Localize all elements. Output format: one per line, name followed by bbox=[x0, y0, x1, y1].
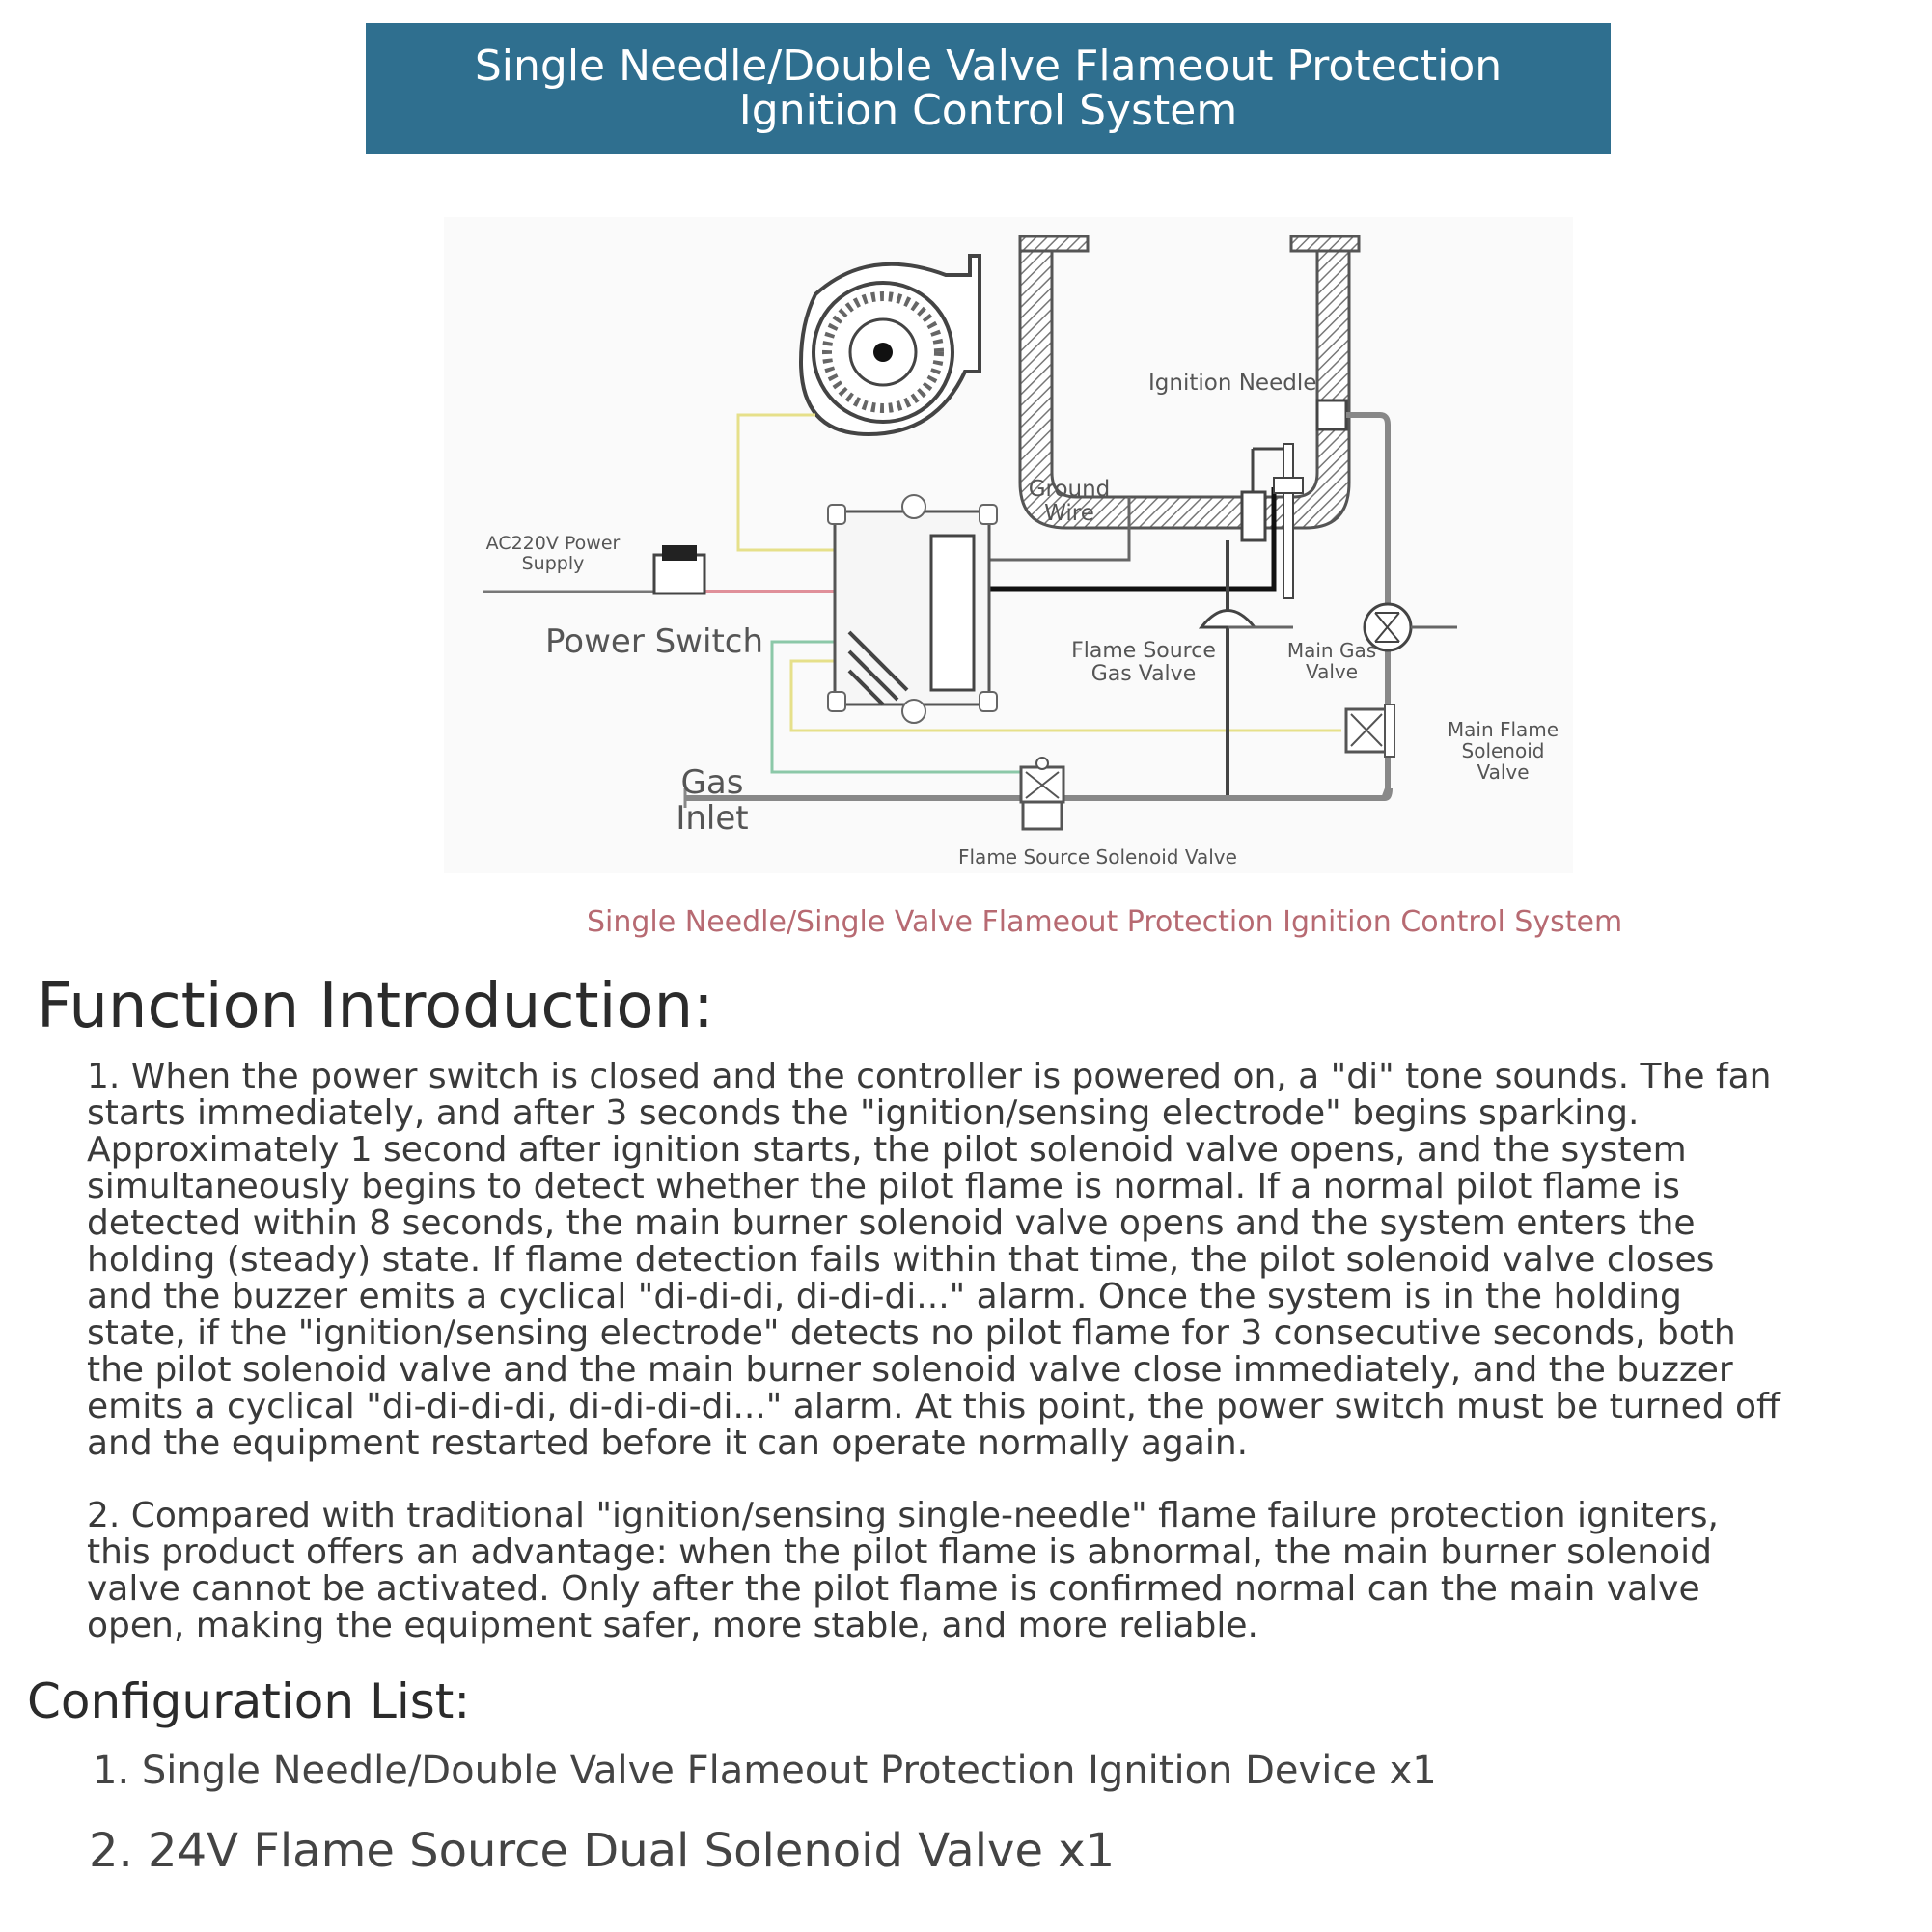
flame-source-solenoid-valve-icon bbox=[1021, 758, 1063, 829]
title-banner bbox=[366, 23, 1611, 154]
diagram-caption: Single Needle/Single Valve Flameout Protection Ignition Control System bbox=[587, 905, 1623, 939]
label-main-gas-valve: Main Gas Valve bbox=[1286, 639, 1377, 683]
label-ac-power-supply: AC220V Power Supply bbox=[485, 533, 621, 574]
system-diagram bbox=[444, 217, 1573, 873]
label-flame-source-solenoid-valve: Flame Source Solenoid Valve bbox=[958, 845, 1237, 869]
label-ignition-needle: Ignition Needle bbox=[1148, 371, 1317, 396]
label-power-switch: Power Switch bbox=[545, 622, 764, 661]
label-gas-inlet: Gas Inlet bbox=[676, 763, 749, 839]
function-paragraph-2: 2. Compared with traditional "ignition/sensing single-needle" flame failure protection igniters, this product offers an advantage: when the pilot flame is abnormal, the main burner solenoid valve cannot be activated. Only after the pilot flame is confirmed normal can the main valve open, making the equipment safer, more stable, and more reliable. bbox=[87, 1496, 1719, 1645]
configuration-item-2: 2. 24V Flame Source Dual Solenoid Valve x1 bbox=[89, 1824, 1116, 1878]
configuration-item-1: 1. Single Needle/Double Valve Flameout Protection Ignition Device x1 bbox=[93, 1749, 1437, 1793]
main-flame-solenoid-valve-icon bbox=[1346, 704, 1394, 757]
label-ground-wire: Ground Wire bbox=[1028, 477, 1111, 527]
function-paragraph-1: 1. When the power switch is closed and the controller is powered on, a "di" tone sounds. The fan starts immediately, and after 3 seconds the "ignition/sensing electrode" begins sparking. Approximately 1 second after ignition starts, the pilot solenoid valve opens, and the system simultaneously begins to detect whether the pilot flame is normal. If a normal pilot flame is detected within 8 seconds, the main burner solenoid valve opens and the system enters the holding (steady) state. If flame detection fails within that time, the pilot solenoid valve closes and the buzzer emits a cyclical "di-di-di, di-di-di..." alarm. Once the system is in the holding state, if the "ignition/sensing electrode" detects no pilot flame for 3 consecutive seconds, both the pilot solenoid valve and the main burner solenoid valve close immediately, and the buzzer emits a cyclical "di-di-di-di, di-di-di-di..." alarm. At this point, the power switch must be turned off and the equipment restarted before it can operate normally again. bbox=[87, 1057, 1780, 1463]
label-flame-source-gas-valve: Flame Source Gas Valve bbox=[1071, 639, 1216, 687]
label-main-flame-solenoid-valve: Main Flame Solenoid Valve bbox=[1447, 718, 1559, 784]
page-title: Single Needle/Double Valve Flameout Protection Ignition Control System bbox=[474, 41, 1503, 135]
configuration-heading: Configuration List: bbox=[27, 1673, 471, 1729]
function-heading: Function Introduction: bbox=[37, 971, 714, 1042]
controller-box bbox=[828, 495, 997, 723]
